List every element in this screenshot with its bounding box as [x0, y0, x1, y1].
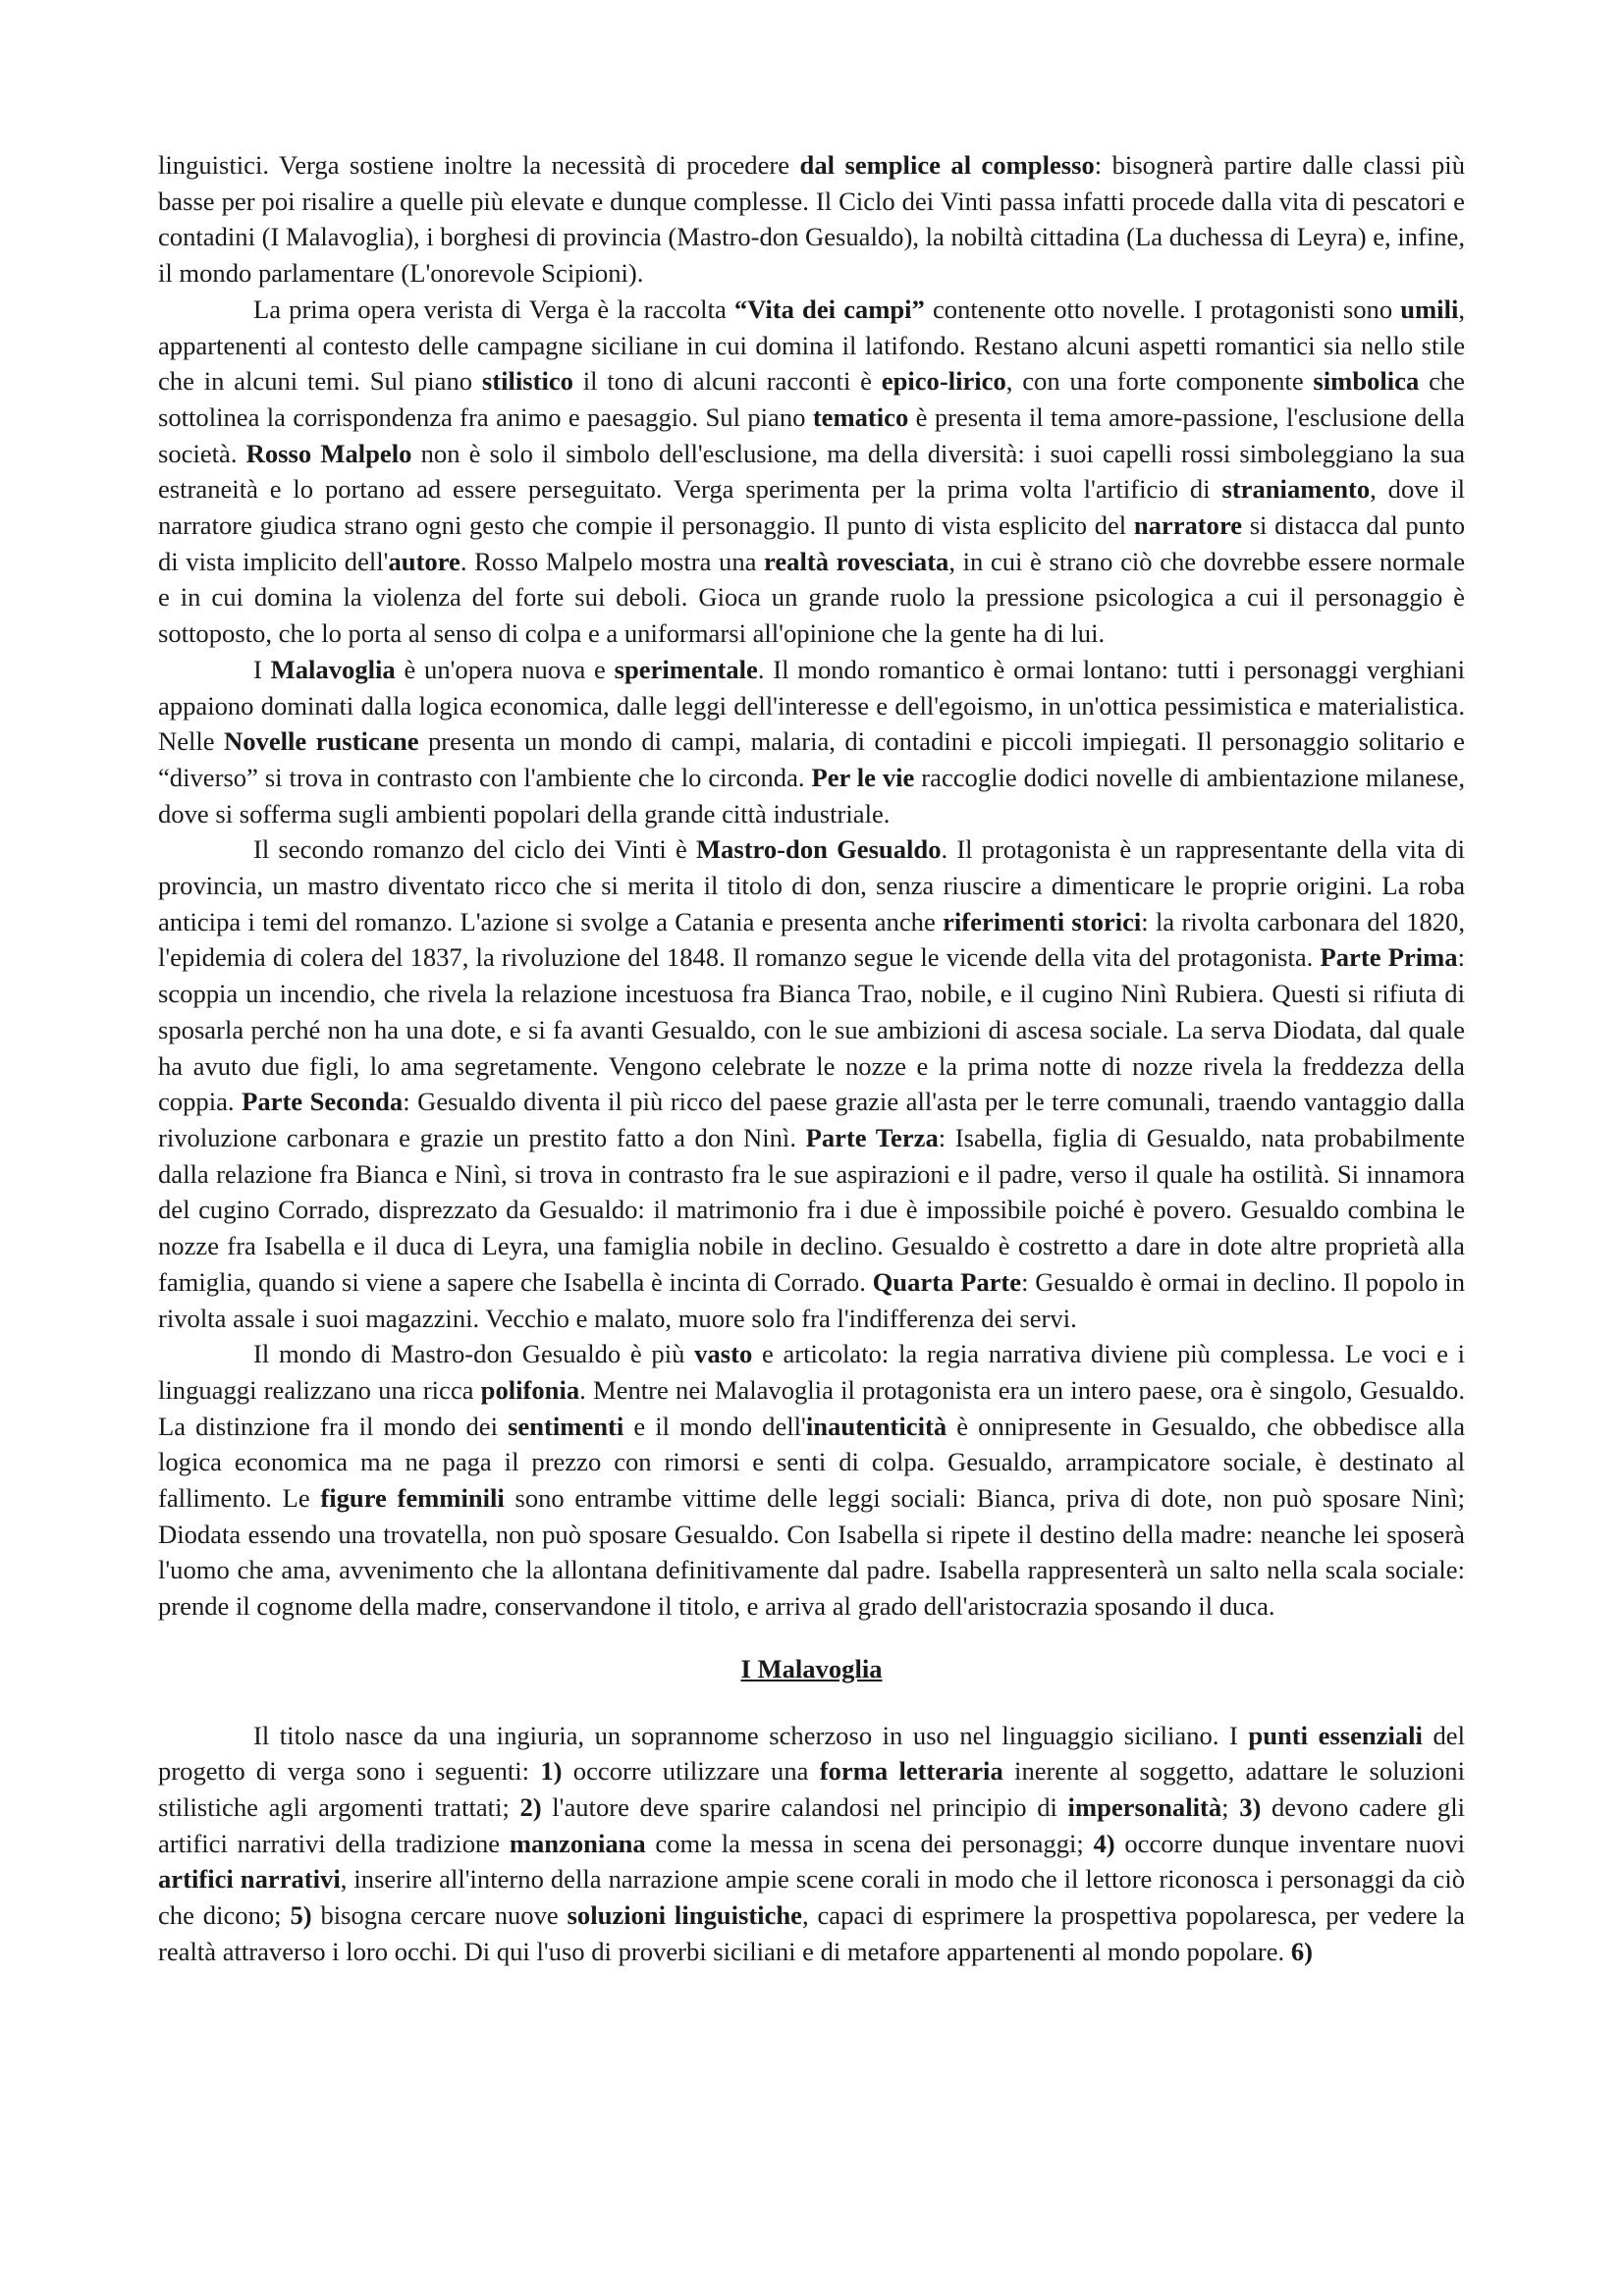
bold-run: sperimentale: [614, 654, 758, 684]
text-run: inerente al soggetto, adattare le soluzioni stilistiche agli argomenti trattati;: [158, 1756, 1465, 1822]
bold-run: “Vita dei campi”: [733, 294, 925, 324]
bold-run: straniamento: [1221, 474, 1371, 505]
bold-run: manzoniana: [509, 1828, 646, 1858]
bold-run: Per le vie: [811, 762, 915, 792]
bold-run: Parte Seconda: [242, 1087, 404, 1117]
section-body-text: [158, 1718, 1465, 1970]
section-heading: I Malavoglia: [740, 1653, 883, 1683]
text-run: è presenta il tema amore-passione, l'esclusione della società.: [158, 401, 1465, 468]
text-run: è onnipresente in Gesualdo, che obbedisce alla logica economica ma ne paga il prezzo con rimorsi e senti di colpa. Gesualdo, arrampicatore sociale, è destinato al fallimento. Le: [158, 1411, 1466, 1514]
bold-run: stilistico: [481, 366, 573, 397]
text-run: , con una forte componente: [1005, 366, 1314, 397]
text-run: presenta un mondo di campi, malaria, di contadini e piccoli impiegati. Il personaggio solitario e “diverso” si trova in contrasto con l'ambiente che lo circonda.: [158, 726, 1465, 792]
document-page: [158, 147, 1465, 1969]
text-run: occorre utilizzare una: [562, 1756, 820, 1787]
text-run: I: [253, 654, 271, 684]
bold-run: epico-lirico: [881, 366, 1006, 397]
text-run: , capaci di esprimere la prospettiva popolaresca, per vedere la realtà attraverso i loro occhi. Di qui l'uso di proverbi siciliani e di metafore appartenenti al mondo popolare.: [158, 1900, 1465, 1966]
bold-run: inautenticità: [805, 1411, 947, 1441]
text-run: si distacca dal punto di vista implicito dell': [158, 510, 1465, 576]
paragraph: [158, 292, 1465, 652]
bold-run: Quarta Parte: [872, 1266, 1022, 1297]
bold-run: riferimenti storici: [943, 906, 1142, 936]
paragraph: [158, 1718, 1465, 1970]
bold-run: 5): [290, 1900, 312, 1931]
text-run: del progetto di verga sono i seguenti:: [158, 1720, 1465, 1787]
text-run: , appartenenti al contesto delle campagne siciliane in cui domina il latifondo. Restano alcuni aspetti romantici sia nello stile che in alcuni temi. Sul piano: [158, 294, 1465, 397]
paragraph: [158, 831, 1465, 1336]
bold-run: Parte Prima: [1320, 942, 1458, 973]
bold-run: narratore: [1133, 510, 1243, 541]
text-run: Il secondo romanzo del ciclo dei Vinti è: [253, 834, 696, 865]
bold-run: 1): [540, 1756, 563, 1787]
text-run: : Gesualdo diventa il più ricco del paese grazie all'asta per le terre comunali, traendo vantaggio dalla rivoluzione carbonara e grazie un prestito fatto a don Ninì.: [158, 1087, 1465, 1152]
bold-run: realtà rovesciata: [764, 546, 949, 576]
text-run: che sottolinea la corrispondenza fra animo e paesaggio. Sul piano: [158, 366, 1465, 432]
text-run: : la rivolta carbonara del 1820, l'epidemia di colera del 1837, la rivoluzione del 1848. Il romanzo segue le vicende della vita del protagonista.: [158, 906, 1465, 973]
bold-run: sentimenti: [508, 1411, 624, 1441]
bold-run: Mastro-don Gesualdo: [695, 834, 942, 865]
text-run: . Il mondo romantico è ormai lontano: tutti i personaggi verghiani appaiono dominati dalla logica economica, dalle leggi dell'interesse e dell'egoismo, in un'ottica pessimistica e materialistica. Nelle: [158, 654, 1465, 757]
text-run: . Mentre nei Malavoglia il protagonista era un intero paese, ora è singolo, Gesualdo. La distinzione fra il mondo dei: [158, 1374, 1465, 1441]
bold-run: Rosso Malpelo: [245, 438, 412, 468]
text-run: sono entrambe vittime delle leggi sociali: Bianca, priva di dote, non può sposare Ninì; Diodata essendo una trovatella, non può sposare Gesualdo. Con Isabella si ripete il destino della madre: neanche lei sposerà l'uomo che ama, avvenimento che la allontana definitivamente dal padre. Isabella rappresenterà un salto nella scala sociale: prende il cognome della madre, conservandone il titolo, e arriva al grado dell'aristocrazia sposando il duca.: [158, 1483, 1465, 1622]
text-run: non è solo il simbolo dell'esclusione, ma della diversità: i suoi capelli rossi simboleggiano la sua estraneità e lo portano ad essere perseguitato. Verga sperimenta per la prima volta l'artificio di: [158, 438, 1466, 505]
text-run: : Isabella, figlia di Gesualdo, nata probabilmente dalla relazione fra Bianca e Ninì, si trova in contrasto fra le sue aspirazioni e il padre, verso il quale ha ostilità. Si innamora del cugino Corrado, disprezzato da Gesualdo: il matrimonio fra i due è impossibile poiché è povero. Gesualdo combina le nozze fra Isabella e il duca di Leyra, una famiglia nobile in declino. Gesualdo è costretto a dare in dote altre proprietà alla famiglia, quando si viene a sapere che Isabella è incinta di Corrado.: [158, 1122, 1465, 1297]
bold-run: dal semplice al complesso: [799, 150, 1095, 180]
paragraph: [158, 652, 1465, 832]
text-run: Il mondo di Mastro-don Gesualdo è più: [253, 1339, 695, 1369]
text-run: : bisognerà partire dalle classi più basse per poi risalire a quelle più elevate e dunque complesse. Il Ciclo dei Vinti passa infatti procede dalla vita di pescatori e contadini (I Malavoglia), i borghesi di provincia (Mastro-don Gesualdo), la nobiltà cittadina (La duchessa di Leyra) e, infine, il mondo parlamentare (L'onorevole Scipioni).: [158, 150, 1465, 289]
bold-run: soluzioni linguistiche: [567, 1900, 802, 1931]
text-run: come la messa in scena dei personaggi;: [645, 1828, 1094, 1858]
text-run: è un'opera nuova e: [395, 654, 615, 684]
text-run: : Gesualdo è ormai in declino. Il popolo in rivolta assale i suoi magazzini. Vecchio e malato, muore solo fra l'indifferenza dei servi.: [158, 1266, 1465, 1333]
text-run: il tono di alcuni racconti è: [572, 366, 882, 397]
text-run: , inserire all'interno della narrazione ampie scene corali in modo che il lettore riconosca i personaggi da ciò che dicono;: [158, 1864, 1466, 1931]
bold-run: forma letteraria: [819, 1756, 1003, 1787]
text-run: Il titolo nasce da una ingiuria, un soprannome scherzoso in uso nel linguaggio siciliano. I: [253, 1720, 1249, 1750]
bold-run: 2): [519, 1791, 542, 1822]
bold-run: vasto: [694, 1339, 753, 1369]
text-run: linguistici. Verga sostiene inoltre la necessità di procedere: [158, 150, 800, 180]
text-run: , dove il narratore giudica strano ogni gesto che compie il personaggio. Il punto di vista esplicito del: [158, 474, 1465, 541]
text-run: . Il protagonista è un rappresentante della vita di provincia, un mastro diventato ricco che si merita il titolo di don, senza riuscire a dimenticare le proprie origini. La roba anticipa i temi del romanzo. L'azione si svolge a Catania e presenta anche: [158, 834, 1466, 936]
text-run: e articolato: la regia narrativa diviene più complessa. Le voci e i linguaggi realizzano una ricca: [158, 1339, 1466, 1405]
paragraph: [158, 147, 1465, 292]
bold-run: Novelle rusticane: [224, 726, 419, 757]
bold-run: 4): [1093, 1828, 1115, 1858]
bold-run: artifici narrativi: [158, 1864, 341, 1895]
text-run: ;: [1221, 1791, 1240, 1822]
bold-run: simbolica: [1313, 366, 1420, 397]
bold-run: figure femminili: [320, 1483, 505, 1514]
bold-run: umili: [1400, 294, 1459, 324]
text-run: devono cadere gli artifici narrativi della tradizione: [158, 1791, 1465, 1858]
bold-run: polifonia: [480, 1374, 580, 1405]
text-run: occorre dunque inventare nuovi: [1114, 1828, 1465, 1858]
bold-run: autore: [388, 546, 460, 576]
bold-run: impersonalità: [1067, 1791, 1222, 1822]
text-run: raccoglie dodici novelle di ambientazione milanese, dove si sofferma sugli ambienti popolari della grande città industriale.: [158, 762, 1465, 828]
bold-run: punti essenziali: [1248, 1720, 1423, 1750]
body-text: [158, 147, 1465, 1625]
text-run: contenente otto novelle. I protagonisti sono: [924, 294, 1401, 324]
bold-run: 6): [1290, 1936, 1314, 1966]
bold-run: Malavoglia: [270, 654, 396, 684]
bold-run: 3): [1239, 1791, 1262, 1822]
text-run: La prima opera verista di Verga è la raccolta: [253, 294, 734, 324]
bold-run: tematico: [812, 401, 909, 432]
text-run: l'autore deve sparire calandosi nel principio di: [541, 1791, 1068, 1822]
text-run: e il mondo dell': [623, 1411, 806, 1441]
text-run: , in cui è strano ciò che dovrebbe essere normale e in cui domina la violenza del forte sui deboli. Gioca un grande ruolo la pressione psicologica a cui il personaggio è sottoposto, che lo porta al senso di colpa e a uniformarsi all'opinione che la gente ha di lui.: [158, 546, 1466, 649]
text-run: . Rosso Malpelo mostra una: [460, 546, 765, 576]
paragraph: [158, 1336, 1465, 1625]
text-run: : scoppia un incendio, che rivela la relazione incestuosa fra Bianca Trao, nobile, e il cugino Ninì Rubiera. Questi si rifiuta di sposarla perché non ha una dote, e si fa avanti Gesualdo, con le sue ambizioni di ascesa sociale. La serva Diodata, dal quale ha avuto due figli, lo ama segretamente. Vengono celebrate le nozze e la prima notte di nozze rivela la freddezza della coppia.: [158, 942, 1465, 1117]
text-run: bisogna cercare nuove: [311, 1900, 568, 1931]
bold-run: Parte Terza: [805, 1122, 939, 1152]
